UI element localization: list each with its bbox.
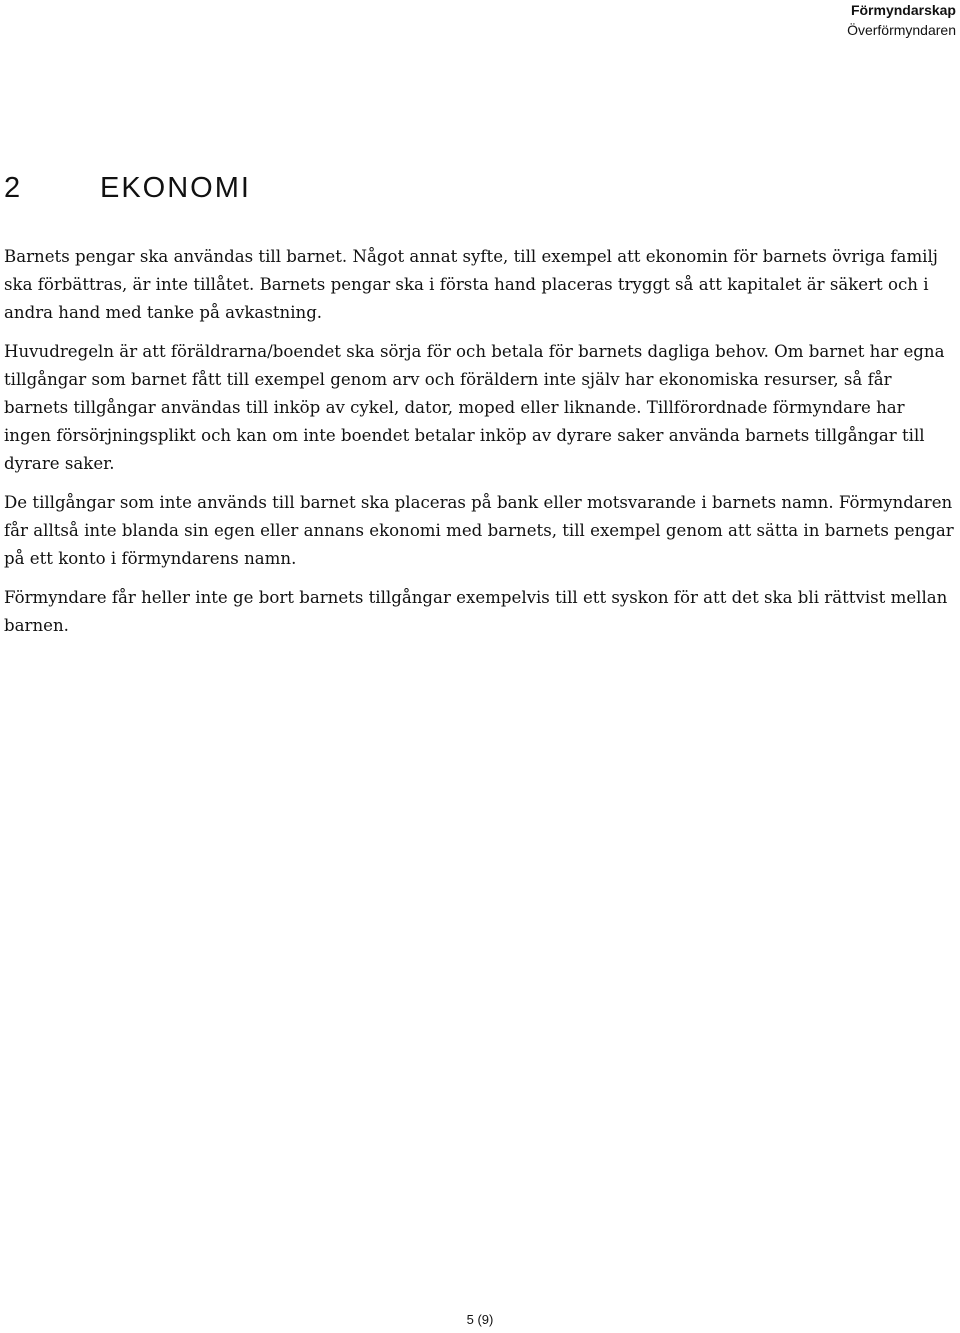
section-title: EKONOMI (100, 172, 251, 204)
section-number: 2 (4, 172, 23, 204)
header-title: Förmyndarskap (850, 2, 956, 18)
paragraph: Barnets pengar ska användas till barnet. Något annat syfte, till exempel att ekonomin för barnets övriga familj ska förbättras, är inte tillåtet. Barnets pengar ska i första hand placeras tryggt så att kapitalet är säkert och i andra hand med tanke på avkastning. (4, 247, 938, 322)
paragraph: Förmyndare får heller inte ge bort barnets tillgångar exempelvis till ett syskon för att det ska bli rättvist mellan barnen. (4, 588, 948, 635)
page-header (847, 0, 956, 40)
body-content (4, 243, 956, 651)
paragraph: Huvudregeln är att föräldrarna/boendet ska sörja för och betala för barnets dagliga behov. Om barnet har egna tillgångar som barnet fått till exempel genom arv och föräldern inte själv har ekonomiska resurser, så får barnets tillgångar användas till inköp av cykel, dator, moped eller liknande. Tillförordnade förmyndare har ingen försörjningsplikt och kan om inte boendet betalar inköp av dyrare saker använda barnets tillgångar till dyrare saker. (4, 342, 945, 473)
page-number: 5 (9) (466, 1312, 494, 1327)
paragraph: De tillgångar som inte används till barnet ska placeras på bank eller motsvarande i barnets namn. Förmyndaren får alltså inte blanda sin egen eller annans ekonomi med barnets, till exempel genom att sätta in barnets pengar på ett konto i förmyndarens namn. (4, 493, 954, 568)
section-heading (4, 168, 251, 208)
header-subtitle: Överförmyndaren (847, 22, 956, 38)
